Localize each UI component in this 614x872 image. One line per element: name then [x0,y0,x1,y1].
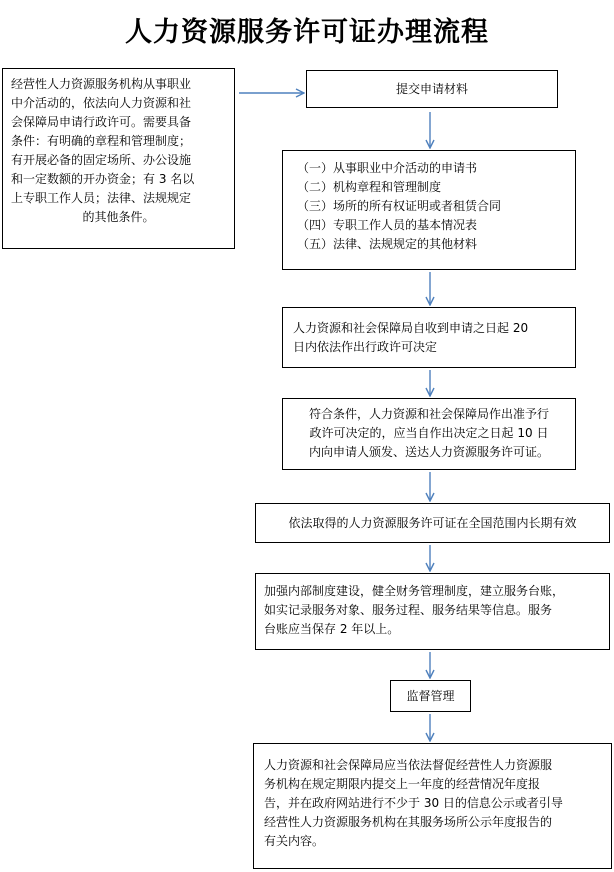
report-line: 务机构在规定期限内提交上一年度的经营情况年度报 [264,777,541,791]
grant-line: 内向申请人颁发、送达人力资源服务许可证。 [308,445,549,459]
supervision-label: 监督管理 [406,689,455,703]
materials-item: （一）从事职业中介活动的申请书 [297,161,478,175]
materials-item: （五）法律、法规规定的其他材料 [297,237,478,251]
conditions-line: 会保障局申请行政许可。需要具备 [11,115,192,129]
conditions-line: 条件：有明确的章程和管理制度； [11,134,192,148]
report-line: 告，并在政府网站进行不少于 30 日的信息公示或者引导 [264,796,563,810]
conditions-line: 中介活动的，依法向人力资源和社 [11,96,192,110]
conditions-line: 经营性人力资源服务机构从事职业 [11,77,192,91]
conditions-line: 的其他条件。 [82,210,155,224]
materials-item: （二）机构章程和管理制度 [297,180,442,194]
internal-line: 如实记录服务对象、服务过程、服务结果等信息。服务 [264,603,553,617]
conditions-line: 和一定数额的开办资金；有 3 名以 [11,172,195,186]
internal-line: 加强内部制度建设，健全财务管理制度，建立服务台账， [264,584,565,598]
decision-line: 日内依法作出行政许可决定 [293,340,438,354]
materials-item: （三）场所的所有权证明或者租赁合同 [297,199,502,213]
report-line: 人力资源和社会保障局应当依法督促经营性人力资源服 [264,758,553,772]
grant-line: 政许可决定的，应当自作出决定之日起 10 日 [309,426,549,440]
report-line: 经营性人力资源服务机构在其服务场所公示年度报告的 [264,815,553,829]
grant-line: 符合条件，人力资源和社会保障局作出准予行 [308,407,549,421]
decision-line: 人力资源和社会保障局自收到申请之日起 20 [293,321,529,335]
validity-text: 依法取得的人力资源服务许可证在全国范围内长期有效 [288,516,577,530]
materials-item: （四）专职工作人员的基本情况表 [297,218,478,232]
internal-line: 台账应当保存 2 年以上。 [264,622,400,636]
report-line: 有关内容。 [264,834,325,848]
submit-application-label: 提交申请材料 [395,82,468,96]
conditions-line: 有开展必备的固定场所、办公设施 [11,153,192,167]
conditions-line: 上专职工作人员；法律、法规规定 [11,191,192,205]
page-title: 人力资源服务许可证办理流程 [125,17,489,48]
